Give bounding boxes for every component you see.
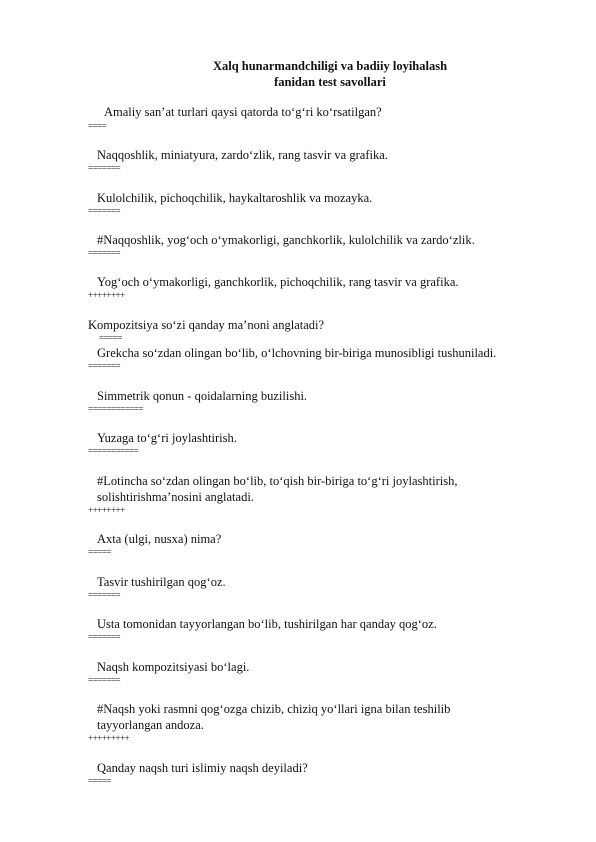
question-2-option-a: Grekcha so‘zdan olingan bo‘lib, o‘lchovning bir-biriga munosibligi tushuniladi. <box>97 346 497 360</box>
question-2-text: Kompozitsiya so‘zi qanday ma’noni anglatadi? <box>88 318 325 332</box>
question-1-end-marker: ++++++++ <box>88 290 125 300</box>
question-1-text: Amaliy san’at turlari qaysi qatorda to‘g‘ri ko‘rsatilgan? <box>104 105 382 119</box>
question-1-option-b-separator: ======= <box>88 206 121 216</box>
question-2-end-marker: ++++++++ <box>88 505 125 515</box>
question-1-option-a-separator: ======= <box>88 163 121 173</box>
question-1-option-c-correct: #Naqqoshlik, yog‘och o‘ymakorligi, ganchkorlik, kulolchilik va zardo‘zlik. <box>97 233 475 247</box>
question-4-text: Qanday naqsh turi islimiy naqsh deyiladi? <box>97 761 308 775</box>
question-2-option-a-separator: ======= <box>88 361 121 371</box>
question-3-option-d-correct-line-2: tayyorlangan andoza. <box>97 718 204 732</box>
question-2-separator: ===== <box>99 333 122 343</box>
question-3-option-a: Tasvir tushirilgan qog‘oz. <box>97 575 226 589</box>
question-3-option-b-separator: ======= <box>88 632 121 642</box>
question-1-option-c-separator: ======= <box>88 248 121 258</box>
question-3-option-c: Naqsh kompozitsiyasi bo‘lagi. <box>97 660 250 674</box>
question-3-option-a-separator: ======= <box>88 590 121 600</box>
question-1-option-d: Yog‘och o‘ymakorligi, ganchkorlik, pichoqchilik, rang tasvir va grafika. <box>97 275 459 289</box>
document-title-line-1: Xalq hunarmandchiligi va badiiy loyihalash <box>212 59 448 73</box>
question-2-option-d-correct-line-2: solishtirishma’nosini anglatadi. <box>97 490 254 504</box>
question-2-option-d-correct-line-1: #Lotincha so‘zdan olingan bo‘lib, to‘qish bir-biriga to‘g‘ri joylashtirish, <box>97 474 458 488</box>
question-3-text: Axta (ulgi, nusxa) nima? <box>97 532 222 546</box>
question-1-option-b: Kulolchilik, pichoqchilik, haykaltaroshlik va mozayka. <box>97 191 373 205</box>
question-2-option-b: Simmetrik qonun - qoidalarning buzilishi. <box>97 389 308 403</box>
question-2-option-c-separator: =========== <box>88 446 139 456</box>
document-title-line-2: fanidan test savollari <box>274 75 386 89</box>
question-3-separator: ===== <box>88 547 111 557</box>
question-1-option-a: Naqqoshlik, miniatyura, zardo‘zlik, rang tasvir va grafika. <box>97 148 388 162</box>
question-4-separator: ===== <box>88 776 111 786</box>
question-2-option-c: Yuzaga to‘g‘ri joylashtirish. <box>97 431 237 445</box>
question-3-option-d-correct-line-1: #Naqsh yoki rasmni qog‘ozga chizib, chiziq yo‘llari igna bilan teshilib <box>97 702 451 716</box>
question-3-option-c-separator: ======= <box>88 675 121 685</box>
question-3-end-marker: +++++++++ <box>88 733 130 743</box>
question-2-option-b-separator: ============ <box>88 404 143 414</box>
question-3-option-b: Usta tomonidan tayyorlangan bo‘lib, tushirilgan har qanday qog‘oz. <box>97 617 437 631</box>
question-1-separator: ==== <box>88 121 107 131</box>
